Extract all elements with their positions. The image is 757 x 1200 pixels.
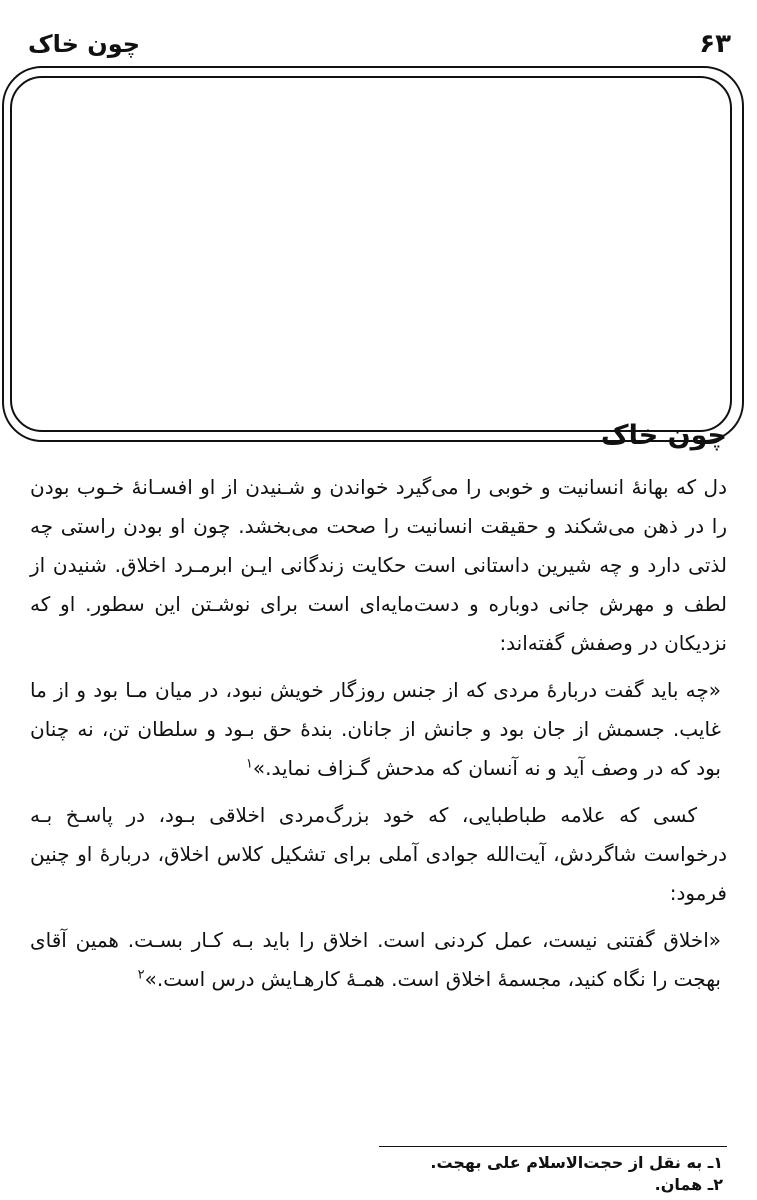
footnote-ref-1: ۱: [245, 756, 253, 772]
footnotes: [430, 1152, 723, 1196]
footnote-ref-2: ۲: [137, 967, 145, 983]
quotation-1-text: «چه باید گفت دربارهٔ مردی که از جنس روزگار خویش نبود، در میان مـا بود و از ما غایب. جسمش از جان بود و جانش از جانان. بندهٔ حق بـود و سلطان تن، نه چنان بود که در وصف آید و نه آنسان که مدحش گـزاف نماید.»: [30, 678, 721, 781]
main-text: [30, 420, 727, 1007]
running-head: [28, 26, 731, 62]
quotation-2: [30, 921, 727, 999]
section-title: چون خاک: [600, 420, 727, 451]
paragraph-intro: دل که بهانهٔ انسانیت و خوبی را می‌گیرد خواندن و شـنیدن از او افسـانهٔ خـوب بودن را در ذهن می‌شکند و حقیقت انسانیت را صحت می‌بخشد. چون او بودن راستی چه لذتی دارد و چه شیرین داستانی است حکایت زندگانی ایـن ابرمـرد اخلاق. شنیدن از لطف و مهرش جانی دوباره و دست‌مایه‌ای است برای نوشـتن این سطور. او که نزدیکان در وصفش گفته‌اند:: [30, 475, 727, 656]
quotation-2-text: «اخلاق گفتنی نیست، عمل کردنی است. اخلاق را باید بـه کـار بسـت. همین آقای بهجت را نگاه کنید، مجسمهٔ اخلاق است. همـهٔ کارهـایش درس است.»: [30, 928, 721, 992]
decorative-frame-inner: [10, 76, 732, 432]
footnote-divider: [379, 1146, 727, 1147]
footnote-2: ۲ـ همان.: [654, 1175, 723, 1194]
paragraph-tabatabai: کسی که علامه طباطبایی، که خود بزرگ‌مردی اخلاقی بـود، در پاسـخ بـه درخواست شاگردش، آیت‌الله جوادی آملی برای تشکیل کلاس اخلاق، دربارهٔ او چنین فرمود:: [30, 803, 727, 906]
running-head-title: چون خاک: [28, 30, 141, 58]
page-number: ۶۳: [699, 29, 731, 59]
footnote-1: ۱ـ به نقل از حجت‌الاسلام علی بهجت.: [430, 1153, 723, 1172]
quotation-1: [30, 671, 727, 788]
